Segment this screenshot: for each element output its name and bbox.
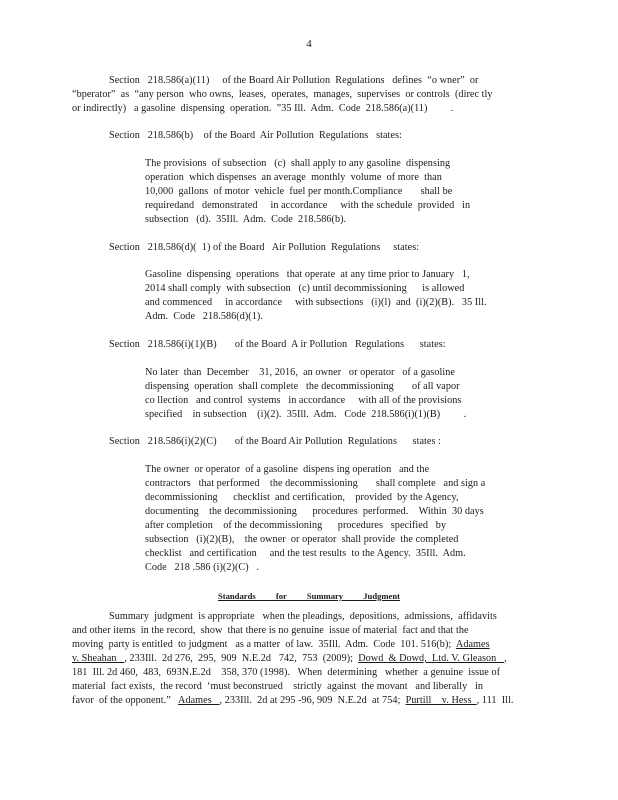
paragraph-line: or indirectly) a gasoline dispensing operation. ”35 Ill. Adm. Code 218.586(a)(11) .	[72, 103, 454, 114]
block-quote-line: and commenced in accordance with subsections (i)(l) and (i)(2)(B). 35 Ill.	[145, 297, 487, 308]
block-quote-line: after completion of the decommissioning procedures specified by	[145, 520, 447, 531]
block-quote-line: decommissioning checklist and certification, provided by the Agency,	[145, 492, 459, 503]
block-quote-line: No later than December 31, 2016, an owner or operator of a gasoline	[145, 367, 455, 378]
section-intro: Section 218.586(d)( 1) of the Board Air Pollution Regulations states:	[109, 242, 420, 253]
text-run: moving party is entitled to judgment as a matter of law. 35Ill. Adm. Code 101. 516(b);	[72, 639, 456, 650]
text-run: favor of the opponent.”	[72, 695, 179, 706]
paragraph-line: “bperator” as “any person who owns, leases, operates, manages, supervises or controls (direc tly	[72, 89, 493, 100]
paragraph-line: material fact exists, the record ‘must beconstrued strictly against the movant and liberally in	[72, 681, 484, 692]
paragraph-line: Summary judgment is appropriate when the pleadings, depositions, admissions, affidavits	[109, 611, 497, 622]
text-run: , 233Ill. 2d 276, 295, 909 N.E.2d 742, 753 (2009);	[124, 653, 359, 664]
block-quote-line: The provisions of subsection (c) shall apply to any gasoline dispensing	[145, 158, 451, 169]
page-number: 4	[306, 38, 312, 50]
section-heading-text: Standards for Summary Judgment	[217, 591, 401, 601]
block-quote-line: Code 218 .586 (i)(2)(C) .	[145, 562, 260, 573]
block-quote-line: operation which dispenses an average monthly volume of more than	[145, 172, 442, 183]
paragraph-line: 181 Ill. 2d 460, 483, 693N.E.2d 358, 370 (1998). When determining whether a genuine issue of	[72, 667, 501, 678]
case-citation: Adames	[178, 695, 220, 706]
block-quote-line: 10,000 gallons of motor vehicle fuel per month.Compliance shall be	[145, 186, 453, 197]
block-quote-line: 2014 shall comply with subsection (c) until decommissioning is allowed	[145, 283, 465, 294]
block-quote-line: checklist and certification and the test results to the Agency. 35Ill. Adm.	[145, 548, 466, 559]
paragraph-line: Section 218.586(a)(11) of the Board Air Pollution Regulations defines “o wner” or	[109, 75, 479, 86]
block-quote-line: The owner or operator of a gasoline dispens ing operation and the	[145, 464, 430, 475]
section-intro: Section 218.586(i)(2)(C) of the Board Air Pollution Regulations states :	[109, 436, 441, 447]
section-intro: Section 218.586(i)(1)(B) of the Board A ir Pollution Regulations states:	[109, 339, 446, 350]
paragraph-line: and other items in the record, show that there is no genuine issue of material fact and that the	[72, 625, 469, 636]
block-quote-line: specified in subsection (i)(2). 35Ill. Adm. Code 218.586(i)(1)(B) .	[145, 409, 467, 420]
case-citation: Adames	[455, 639, 490, 650]
block-quote-line: subsection (d). 35Ill. Adm. Code 218.586(b).	[145, 214, 347, 225]
block-quote-line: requiredand demonstrated in accordance with the schedule provided in	[145, 200, 471, 211]
paragraph-line	[72, 694, 514, 707]
block-quote-line: contractors that performed the decommissioning shall complete and sign a	[145, 478, 486, 489]
block-quote-line: subsection (i)(2)(B), the owner or operator shall provide the completed	[145, 534, 459, 545]
block-quote-line: documenting the decommissioning procedures performed. Within 30 days	[145, 506, 484, 517]
block-quote-line: co llection and control systems in accordance with all of the provisions	[145, 395, 462, 406]
paragraph-line	[72, 638, 490, 651]
block-quote-line: dispensing operation shall complete the decommissioning of all vapor	[145, 381, 460, 392]
block-quote-line: Adm. Code 218.586(d)(1).	[145, 311, 263, 322]
case-citation: v. Sheahan	[72, 653, 125, 664]
block-quote-line: Gasoline dispensing operations that operate at any time prior to January 1,	[145, 269, 470, 280]
text-run: , 233Ill. 2d at 295 -96, 909 N.E.2d at 754;	[219, 695, 406, 706]
text-run: , 111 Ill.	[476, 695, 514, 706]
case-citation: Dowd & Dowd, Ltd. V. Gleason	[358, 653, 505, 664]
case-citation: Purtill v. Hess	[405, 695, 477, 706]
section-intro: Section 218.586(b) of the Board Air Pollution Regulations states:	[109, 130, 402, 141]
text-run: ,	[504, 653, 507, 664]
paragraph-line	[72, 652, 507, 665]
section-heading	[0, 590, 618, 602]
